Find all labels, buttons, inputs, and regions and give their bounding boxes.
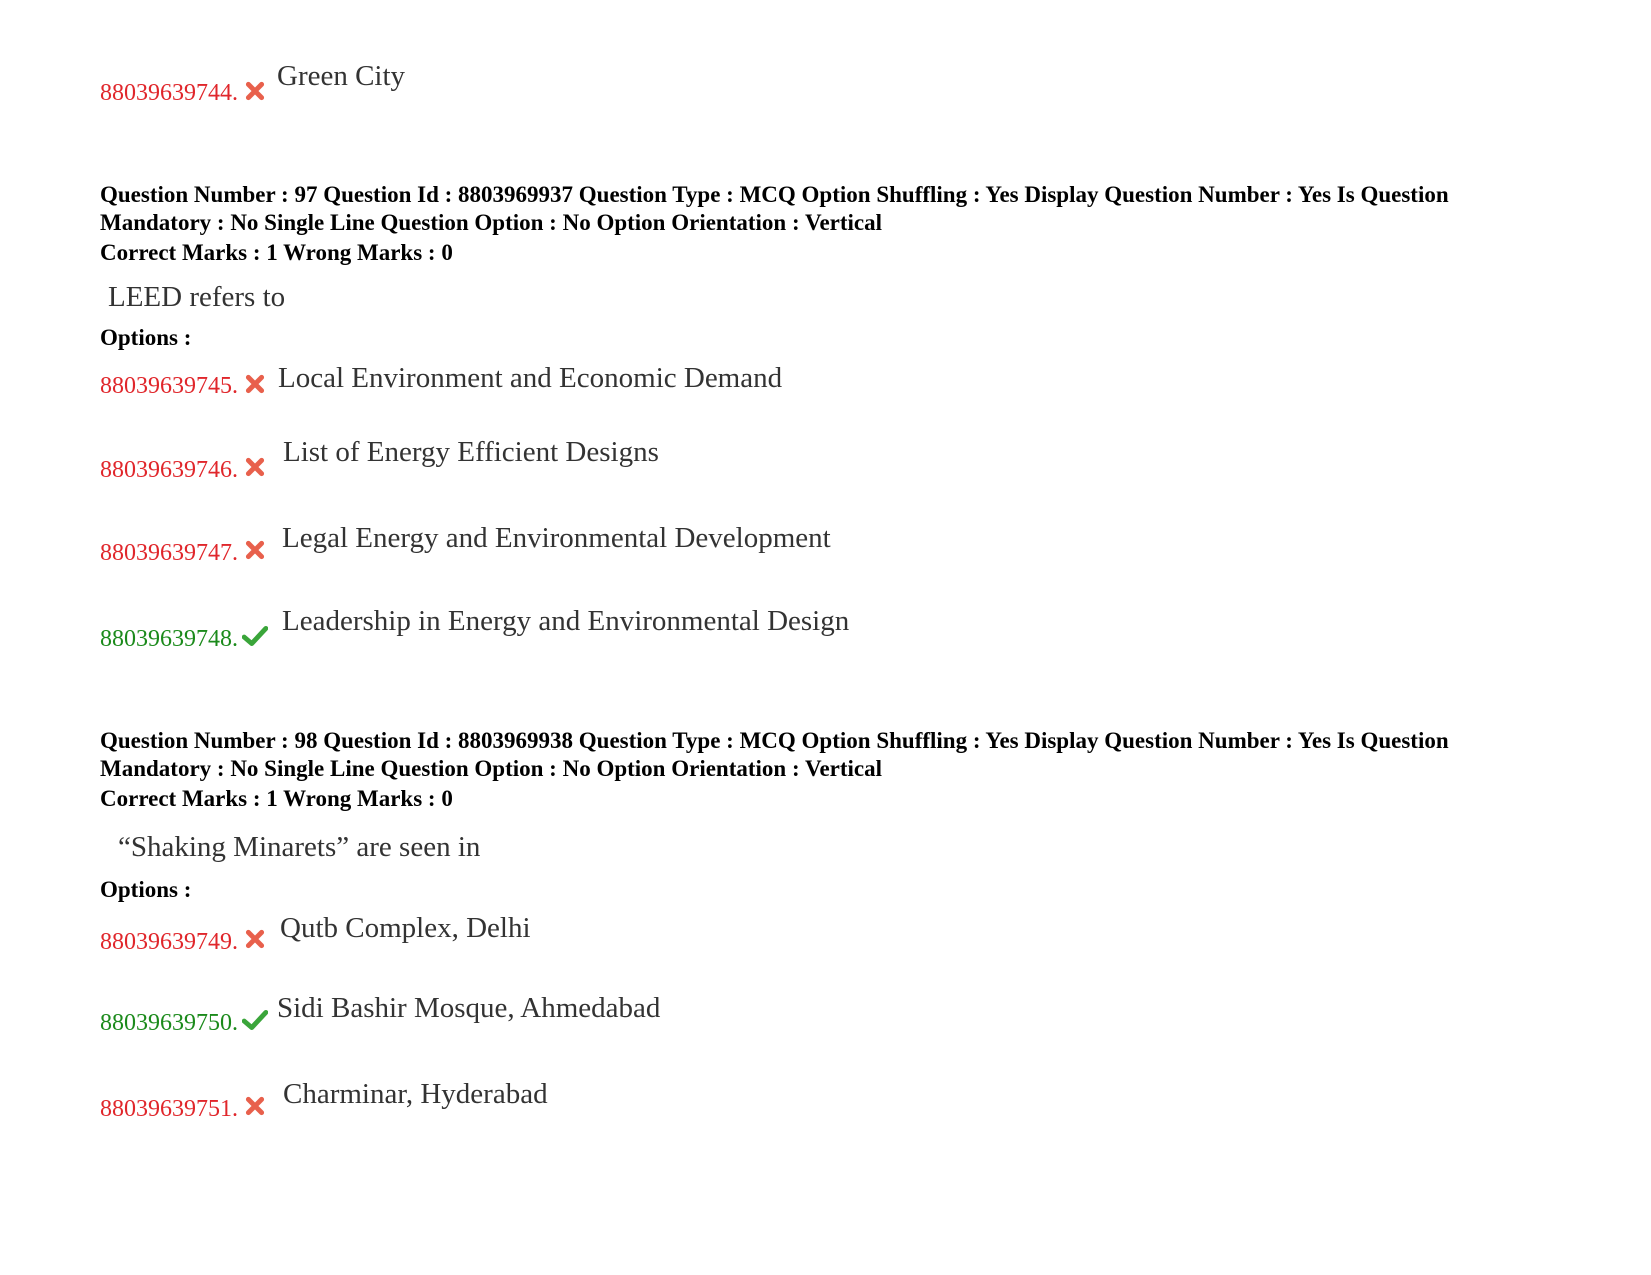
cross-icon <box>244 1095 266 1117</box>
option-id: 88039639748. <box>100 626 238 652</box>
check-icon <box>242 625 268 647</box>
cross-icon <box>244 928 266 950</box>
option-text: Legal Energy and Environmental Development <box>282 522 831 554</box>
option-id: 88039639750. <box>100 1010 238 1036</box>
cross-icon <box>244 373 266 395</box>
marks-line: Correct Marks : 1 Wrong Marks : 0 <box>100 240 453 265</box>
option-text: Leadership in Energy and Environmental Design <box>282 605 850 637</box>
option-text: List of Energy Efficient Designs <box>283 436 659 468</box>
option-text: Sidi Bashir Mosque, Ahmedabad <box>277 992 661 1024</box>
options-label: Options : <box>100 325 192 350</box>
marks-line: Correct Marks : 1 Wrong Marks : 0 <box>100 786 453 811</box>
options-label: Options : <box>100 877 192 902</box>
option-text: Charminar, Hyderabad <box>283 1078 548 1110</box>
option-text: Green City <box>277 60 406 92</box>
question-text: “Shaking Minarets” are seen in <box>118 831 481 863</box>
cross-icon <box>244 80 266 102</box>
question-header: Question Number : 97 Question Id : 8803969937 Question Type : MCQ Option Shuffling : Yes Display Question Number : Yes Is Question Mandatory : No Single Line Question Option : No Option Orientation : Vertical <box>100 182 1449 235</box>
option-id: 88039639746. <box>100 457 238 483</box>
option-id: 88039639751. <box>100 1096 238 1122</box>
option-text: Local Environment and Economic Demand <box>278 362 783 394</box>
option-id: 88039639749. <box>100 929 238 955</box>
question-text: LEED refers to <box>108 281 286 313</box>
option-id: 88039639747. <box>100 540 238 566</box>
option-id: 88039639745. <box>100 373 238 399</box>
option-id: 88039639744. <box>100 80 238 106</box>
question-header: Question Number : 98 Question Id : 8803969938 Question Type : MCQ Option Shuffling : Yes Display Question Number : Yes Is Question Mandatory : No Single Line Question Option : No Option Orientation : Vertical <box>100 728 1449 781</box>
option-text: Qutb Complex, Delhi <box>280 912 531 944</box>
cross-icon <box>244 539 266 561</box>
check-icon <box>242 1009 268 1031</box>
cross-icon <box>244 456 266 478</box>
